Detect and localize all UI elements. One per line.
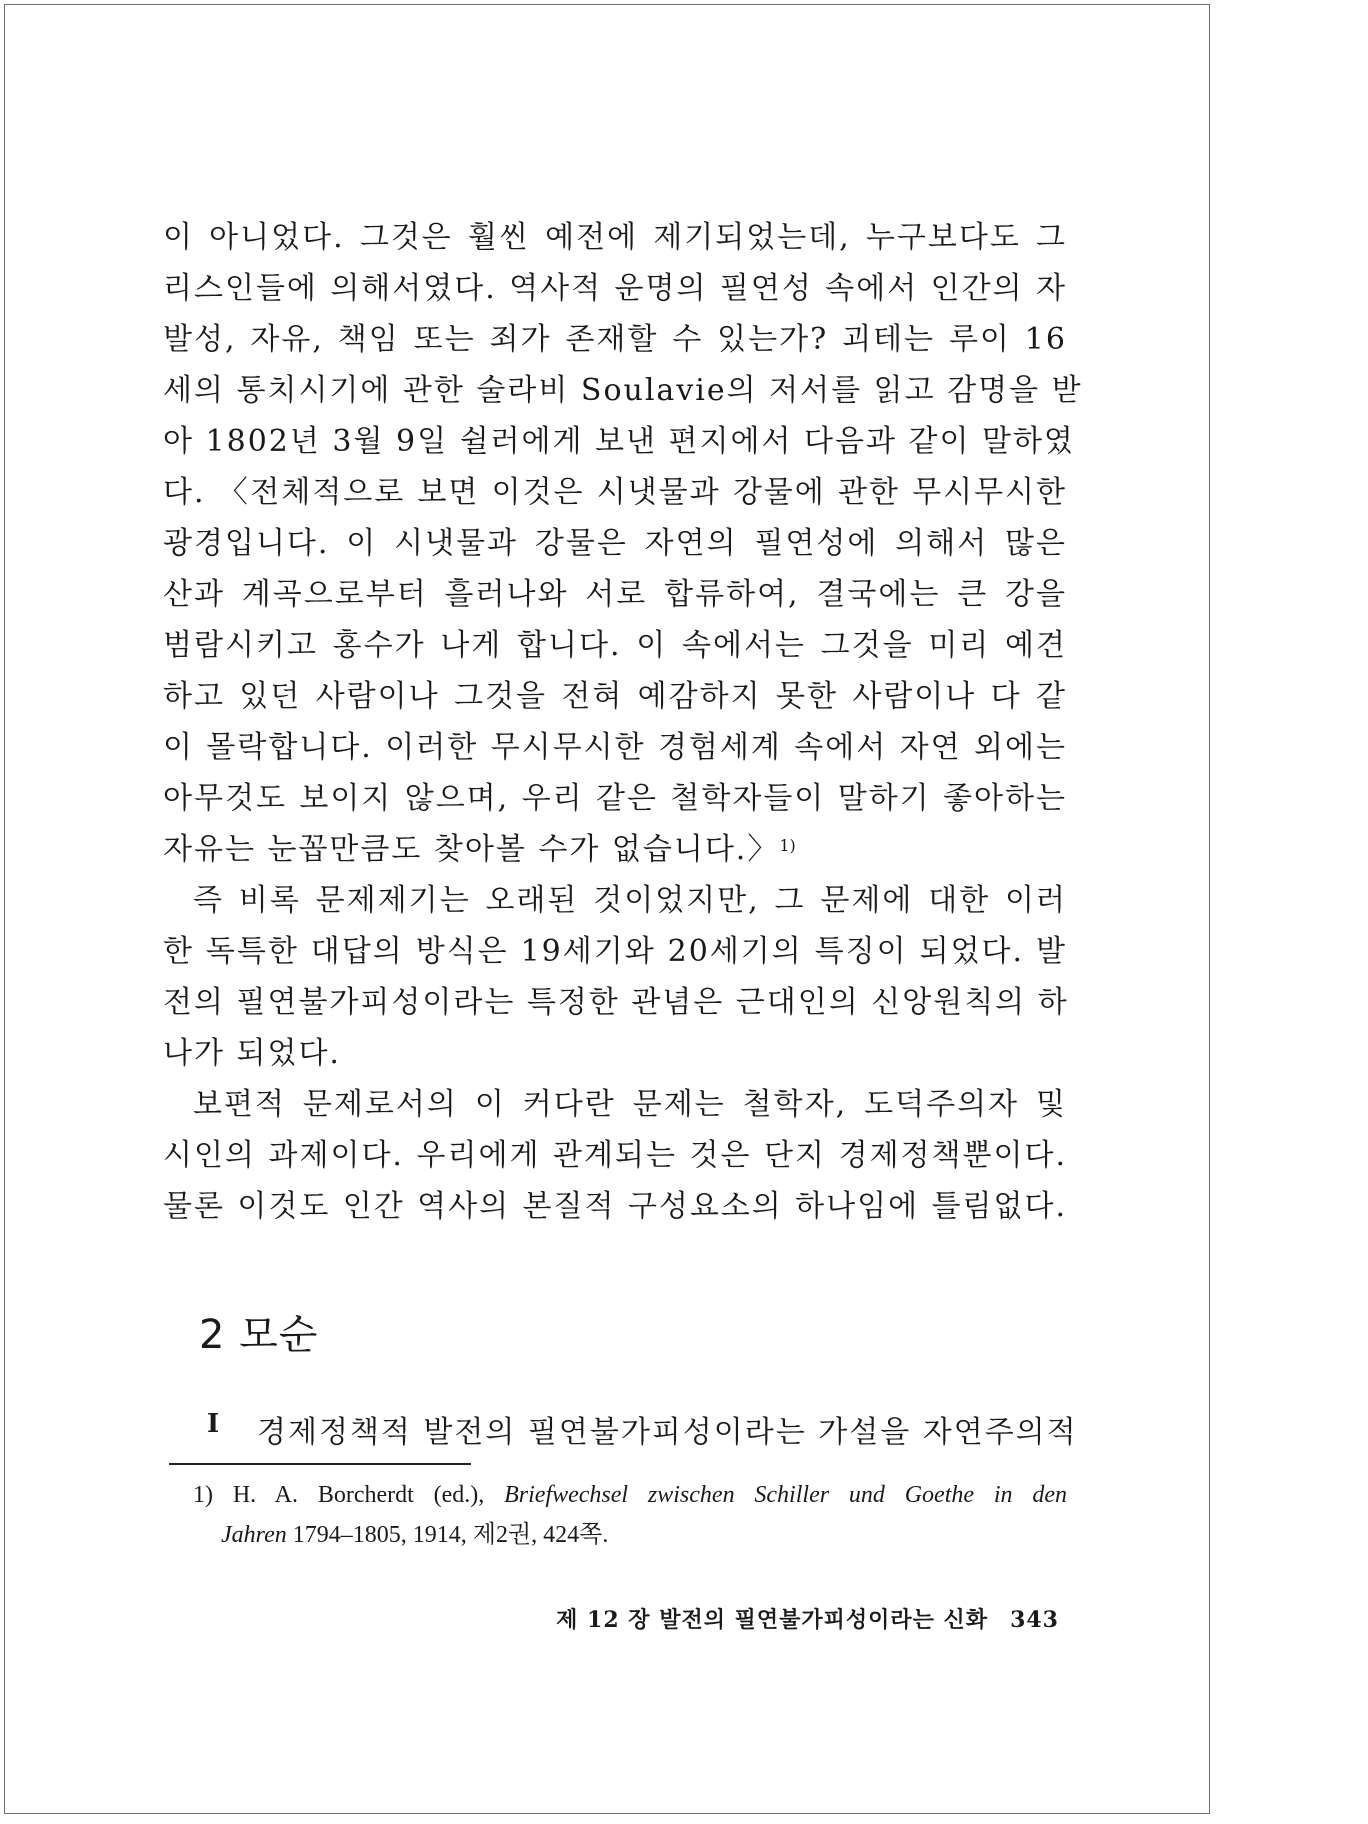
text-line: 물론 이것도 인간 역사의 본질적 구성요소의 하나임에 틀림없다. <box>163 1189 1067 1224</box>
text-line: 아 1802년 3월 9일 쉴러에게 보낸 편지에서 다음과 같이 말하였 <box>163 424 1075 459</box>
footnote-authors: H. A. Borcherdt (ed.), <box>232 1482 485 1508</box>
text-line: 리스인들에 의해서였다. 역사적 운명의 필연성 속에서 인간의 자 <box>163 271 1067 306</box>
chapter-title: 제 12 장 발전의 필연불가피성이라는 신화 <box>556 1607 989 1633</box>
text-line: 즉 비록 문제제기는 오래된 것이었지만, 그 문제에 대한 이러 <box>193 883 1067 918</box>
text-line: 시인의 과제이다. 우리에게 관계되는 것은 단지 경제정책뿐이다. <box>163 1138 1067 1173</box>
footnote-number: 1) <box>193 1482 213 1508</box>
text-line: 아무것도 보이지 않으며, 우리 같은 철학자들이 말하기 좋아하는 <box>163 781 1067 816</box>
section-heading: 2 모순 <box>199 1312 319 1358</box>
footnote-title: Briefwechsel zwischen Schiller und Goethe in den <box>504 1482 1068 1508</box>
footnote-reference[interactable]: 1) <box>779 836 796 855</box>
text-line: 범람시키고 홍수가 나게 합니다. 이 속에서는 그것을 미리 예견 <box>163 628 1067 663</box>
footnote-details: 1794–1805, 1914, 제2권, 424쪽. <box>292 1522 609 1548</box>
text-line: 세의 통치시기에 관한 술라비 Soulavie의 저서를 읽고 감명을 받 <box>163 373 1083 408</box>
footnote-title-cont: Jahren <box>221 1522 287 1548</box>
section-first-line: 경제정책적 발전의 필연불가피성이라는 가설을 자연주의적 <box>257 1415 1078 1450</box>
text-line-with-footnote <box>163 824 1067 875</box>
book-page <box>4 4 1210 1814</box>
body-text <box>163 212 1083 1232</box>
paragraph-marker: I <box>207 1409 220 1439</box>
text-line: 전의 필연불가피성이라는 특정한 관념은 근대인의 신앙원칙의 하 <box>163 985 1069 1020</box>
text-line: 이 몰락합니다. 이러한 무시무시한 경험세계 속에서 자연 외에는 <box>163 730 1067 765</box>
text-line: 다. 〈전체적으로 보면 이것은 시냇물과 강물에 관한 무시무시한 <box>163 475 1067 510</box>
footnote-divider <box>169 1463 471 1465</box>
text-line: 보편적 문제로서의 이 커다란 문제는 철학자, 도덕주의자 및 <box>193 1087 1067 1122</box>
text-line: 자유는 눈꼽만큼도 찾아볼 수가 없습니다.〉 <box>163 832 780 867</box>
text-line: 산과 계곡으로부터 흘러나와 서로 합류하여, 결국에는 큰 강을 <box>163 577 1067 612</box>
footnote <box>193 1475 1067 1555</box>
text-line: 광경입니다. 이 시냇물과 강물은 자연의 필연성에 의해서 많은 <box>163 526 1067 561</box>
footnote-line <box>193 1475 1067 1515</box>
text-line: 발성, 자유, 책임 또는 죄가 존재할 수 있는가? 괴테는 루이 16 <box>163 322 1067 357</box>
text-line: 나가 되었다. <box>163 1036 341 1071</box>
text-line: 하고 있던 사람이나 그것을 전혀 예감하지 못한 사람이나 다 같 <box>163 679 1067 714</box>
page-number: 343 <box>1010 1607 1059 1633</box>
text-line: 이 아니었다. 그것은 훨씬 예전에 제기되었는데, 누구보다도 그 <box>163 220 1067 255</box>
text-line: 한 독특한 대답의 방식은 19세기와 20세기의 특징이 되었다. 발 <box>163 934 1067 969</box>
running-footer <box>556 1603 1059 1634</box>
footnote-line <box>193 1515 1067 1555</box>
